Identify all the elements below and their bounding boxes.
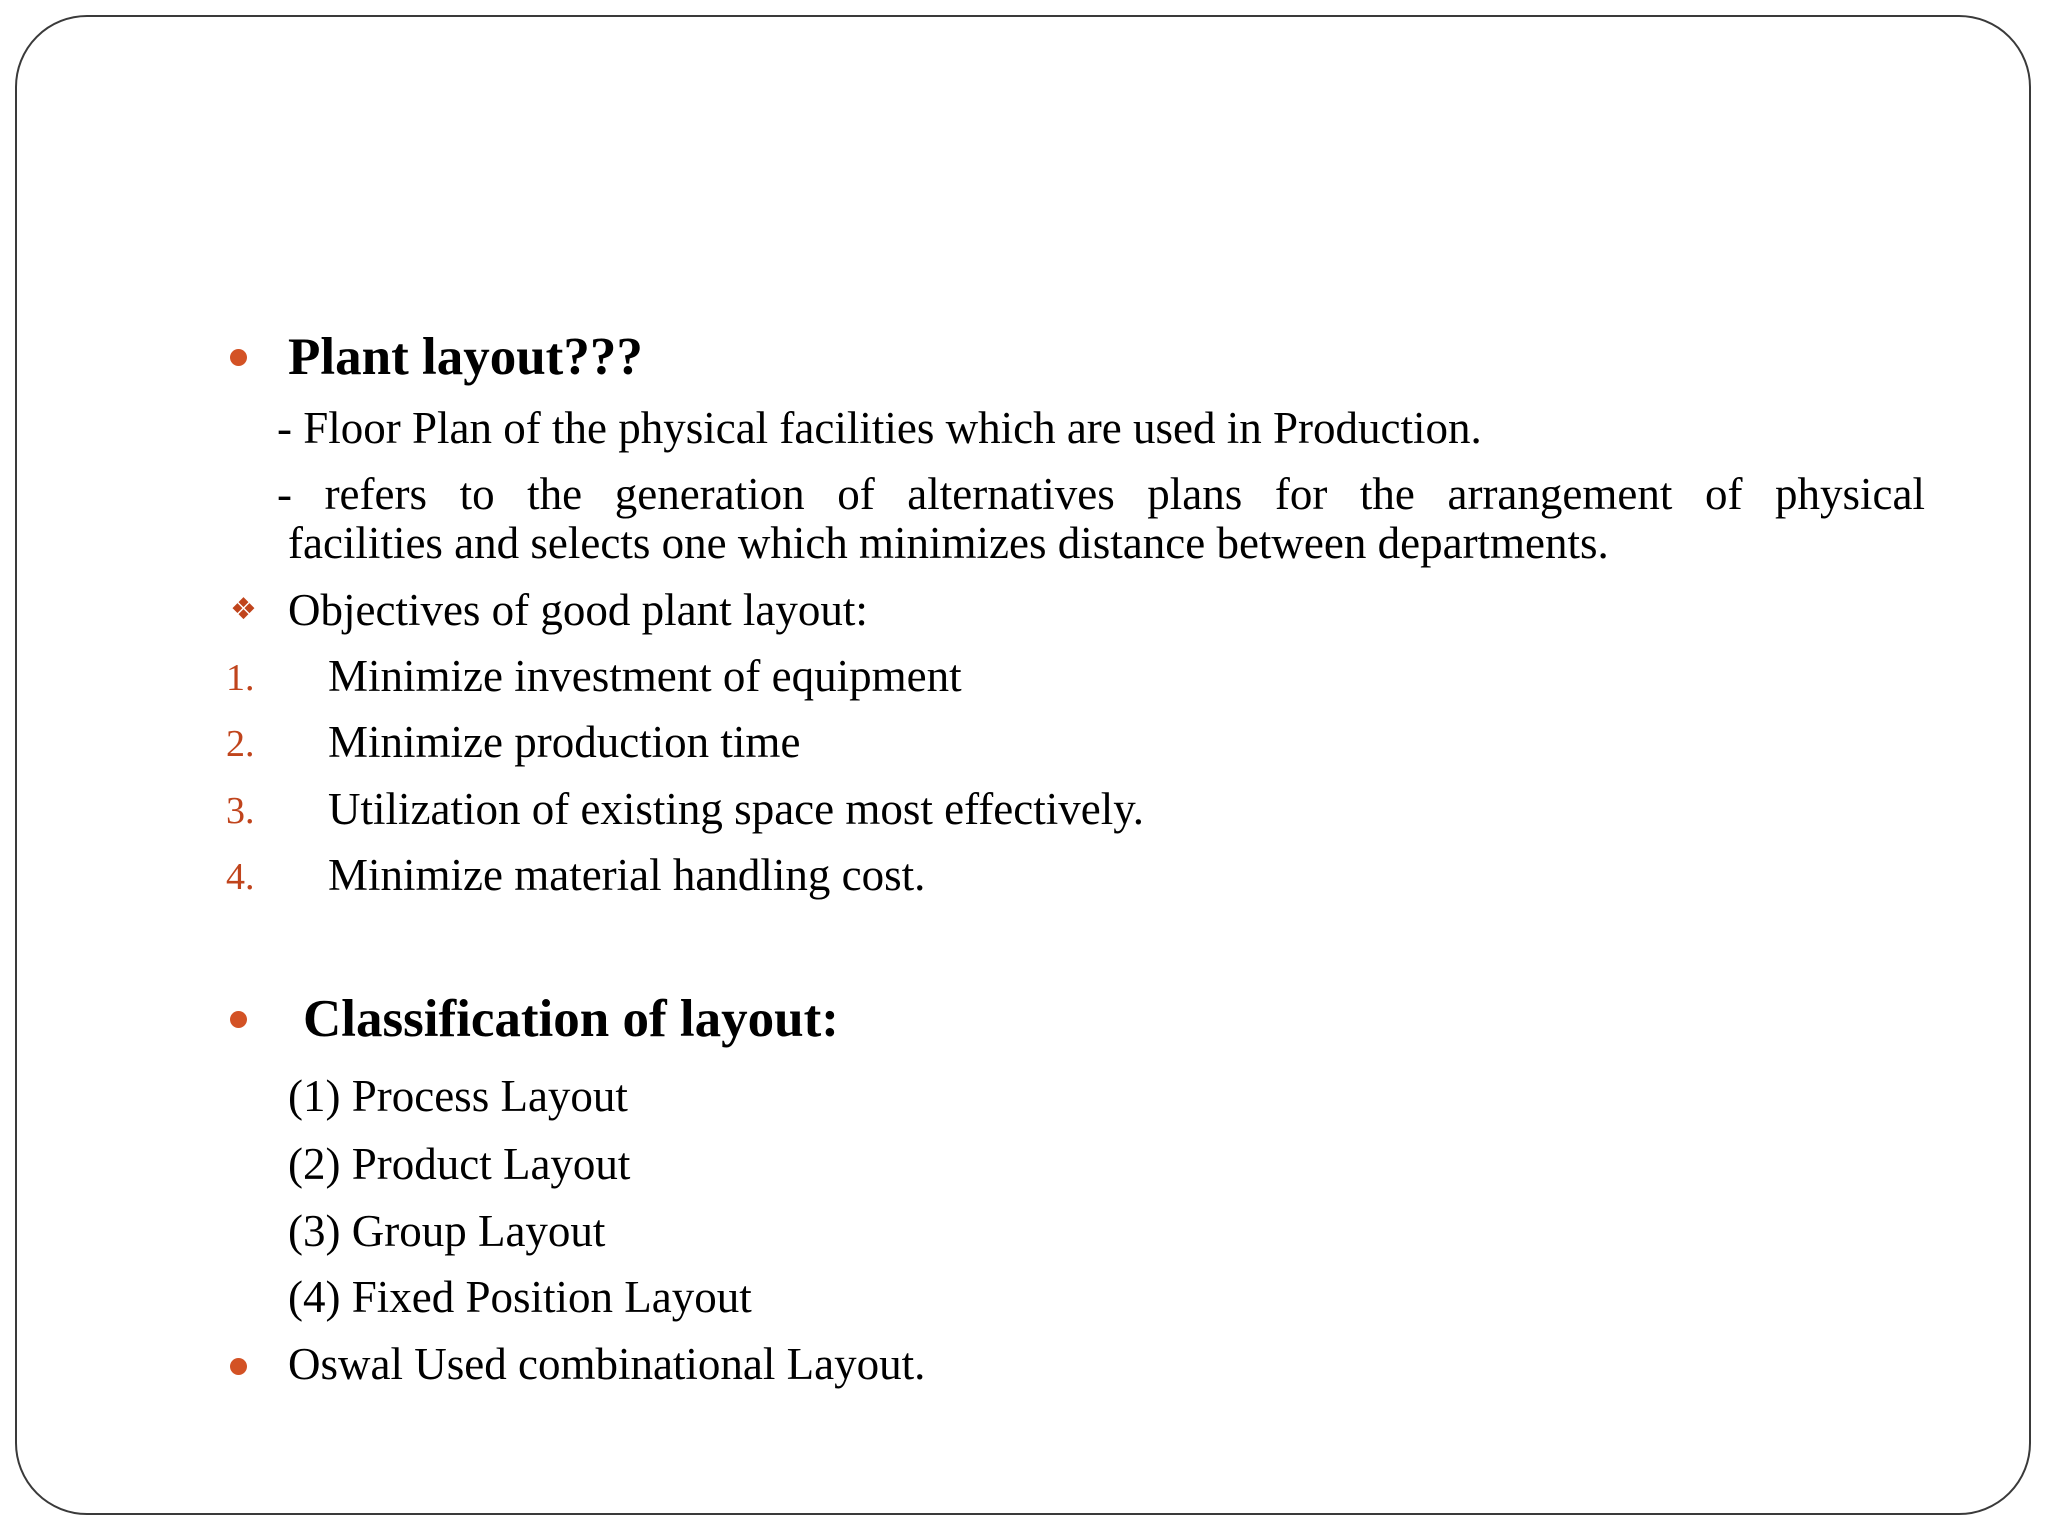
diamond-bullet-icon: ❖: [230, 592, 257, 627]
heading-classification: Classification of layout:: [303, 990, 839, 1048]
objective-item: Utilization of existing space most effectively.: [328, 784, 1145, 834]
objective-item: Minimize production time: [328, 717, 801, 767]
classification-item: (1) Process Layout: [288, 1071, 628, 1121]
objective-item: Minimize material handling cost.: [328, 850, 926, 900]
objective-number: 3.: [226, 790, 255, 832]
objective-number: 1.: [226, 657, 255, 699]
definition-line-2b: facilities and selects one which minimizes distance between departments.: [288, 518, 1609, 568]
objective-item: Minimize investment of equipment: [328, 651, 962, 701]
objectives-title: Objectives of good plant layout:: [288, 585, 868, 635]
bullet-dot-icon: [230, 349, 247, 366]
objective-number: 2.: [226, 723, 255, 765]
final-point: Oswal Used combinational Layout.: [288, 1339, 926, 1389]
objective-number: 4.: [226, 856, 255, 898]
definition-line-2a: - refers to the generation of alternatives plans for the arrangement of physical: [277, 469, 1925, 519]
heading-plant-layout: Plant layout???: [288, 328, 643, 386]
classification-item: (4) Fixed Position Layout: [288, 1272, 752, 1322]
bullet-dot-icon: [230, 1358, 247, 1375]
definition-line-1: - Floor Plan of the physical facilities which are used in Production.: [277, 403, 1482, 453]
classification-item: (3) Group Layout: [288, 1206, 606, 1256]
classification-item: (2) Product Layout: [288, 1139, 631, 1189]
bullet-dot-icon: [230, 1011, 247, 1028]
